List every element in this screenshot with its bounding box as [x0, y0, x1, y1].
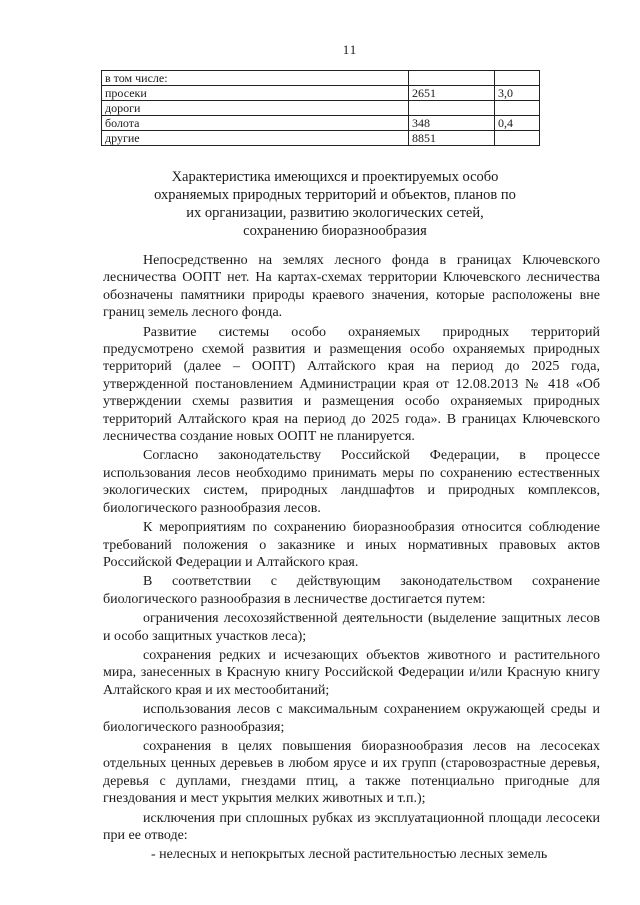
paragraph: К мероприятиям по сохранению биоразнообразия относится соблюдение требований положения о заказнике и иных нормативных правовых актов Российской Федерации и Алтайского края. — [103, 520, 600, 570]
paragraph: Непосредственно на землях лесного фонда в границах Ключевского лесничества ООПТ нет. На картах-схемах территории Ключевского лесничества обозначены памятники природы краевого значения, которые расположены вне границ земель лесного фонда. — [103, 253, 600, 321]
table-row — [102, 116, 540, 131]
table-cell-label: другие — [102, 131, 409, 146]
paragraph: Согласно законодательству Российской Федерации, в процессе использования лесов необходимо принимать меры по сохранению естественных экологических систем, природных ландшафтов и природных комплексов, биологического разнообразия лесов. — [103, 448, 600, 516]
body-text — [103, 252, 600, 864]
table-cell-label: просеки — [102, 86, 409, 101]
table-cell-percent: 3,0 — [495, 86, 540, 101]
table-cell-area — [409, 71, 495, 86]
table-cell-percent — [495, 71, 540, 86]
section-title-line: их организации, развитию экологических сетей, — [186, 205, 484, 221]
table-row — [102, 101, 540, 116]
list-item: - нелесных и непокрытых лесной растительностью лесных земель — [151, 847, 548, 863]
land-category-table — [101, 70, 540, 146]
table-cell-area — [409, 101, 495, 116]
table-cell-label: болота — [102, 116, 409, 131]
list-item: сохранения редких и исчезающих объектов животного и растительного мира, занесенных в Красную книгу Российской Федерации и/или Красную книгу Алтайского края и их местообитаний; — [103, 647, 600, 698]
table-row — [102, 86, 540, 101]
paragraph: Развитие системы особо охраняемых природных территорий предусмотрено схемой развития и размещения особо охраняемых природных территорий (далее – ООПТ) Алтайского края на период до 2025 года, утвержденной постановлением Администрации края от 12.08.2013 № 418 «Об утверждении схемы развития и размещения особо охраняемых природных территорий Алтайского края на период до 2025 года». В границах Ключевского лесничества создание новых ООПТ не планируется. — [103, 324, 600, 445]
table-cell-area: 2651 — [409, 86, 495, 101]
list-item: исключения при сплошных рубках из эксплуатационной площади лесосеки при ее отводе: — [103, 810, 600, 843]
section-title-line: Характеристика имеющихся и проектируемых особо — [171, 169, 499, 185]
table-row — [102, 131, 540, 146]
table-cell-area: 8851 — [409, 131, 495, 146]
list-item: использования лесов с максимальным сохранением окружающей среды и биологического разнообразия; — [103, 702, 600, 735]
list-item: ограничения лесохозяйственной деятельности (выделение защитных лесов и особо защитных участков леса); — [103, 611, 600, 644]
section-title-line: охраняемых природных территорий и объектов, планов по — [154, 187, 516, 203]
section-title-line: сохранению биоразнообразия — [243, 223, 427, 239]
table-cell-area: 348 — [409, 116, 495, 131]
paragraph: В соответствии с действующим законодательством сохранение биологического разнообразия в лесничестве достигается путем: — [103, 574, 600, 607]
page-number: 11 — [342, 42, 358, 57]
list-item: сохранения в целях повышения биоразнообразия лесов на лесосеках отдельных ценных деревьев в любом ярусе и их групп (старовозрастные деревья, деревья с дуплами, гнездами птиц, а также потенциально пригодные для гнездования и мест укрытия мелких животных и т.п.); — [103, 738, 600, 807]
table-cell-percent — [495, 101, 540, 116]
table-cell-label: в том числе: — [102, 71, 409, 86]
table-cell-percent: 0,4 — [495, 116, 540, 131]
section-title — [110, 168, 560, 240]
table-cell-label: дороги — [102, 101, 409, 116]
table-cell-percent — [495, 131, 540, 146]
table-row — [102, 71, 540, 86]
